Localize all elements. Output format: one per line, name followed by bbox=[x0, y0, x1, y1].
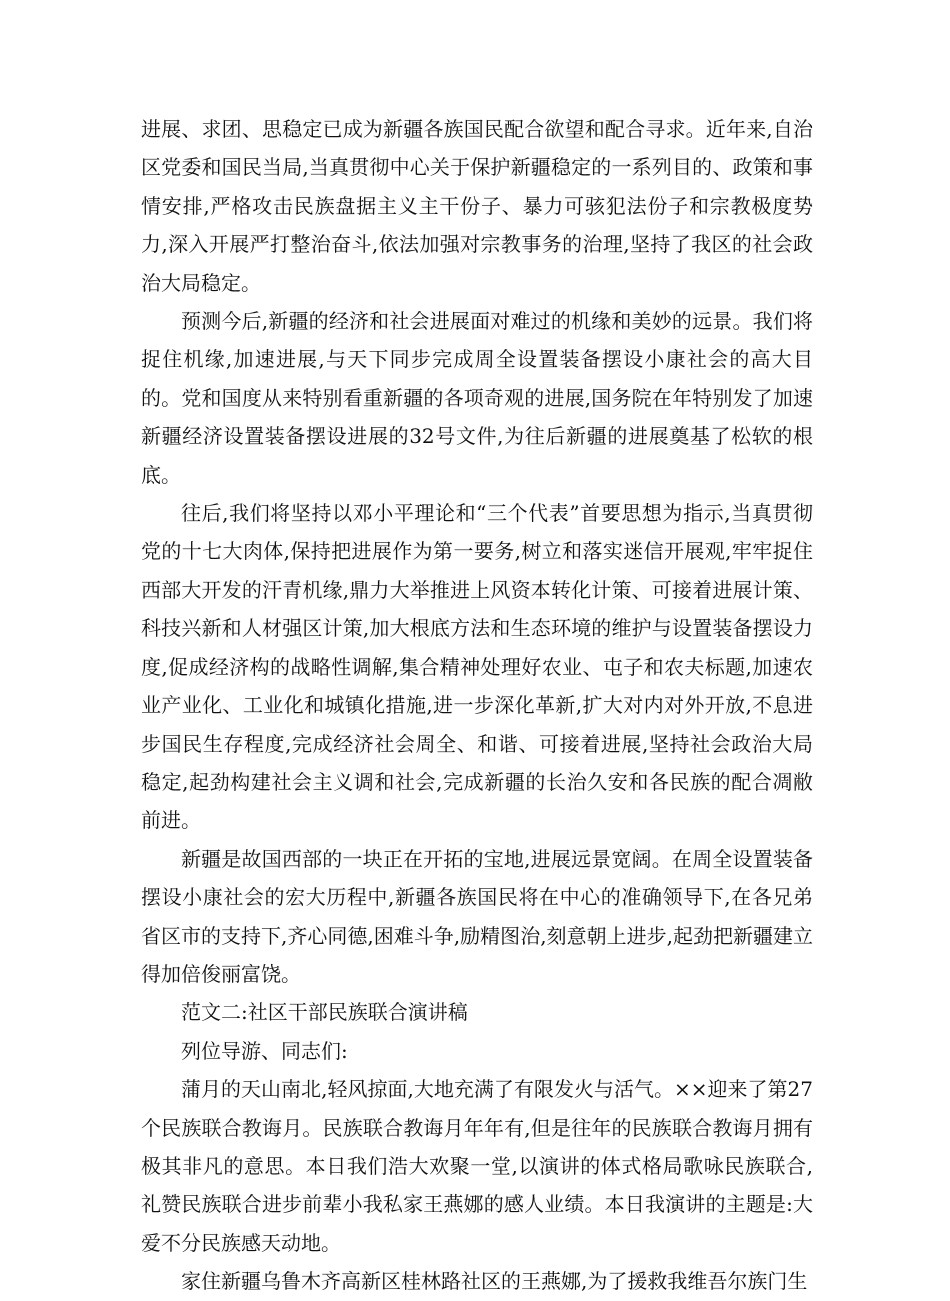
paragraph-prosperity: 新疆是故国西部的一块正在开拓的宝地,进展远景宽阔。在周全设置装备摆设小康社会的宏大历程中,新疆各族国民将在中心的准确领导下,在各兄弟省区市的支持下,齐心同德,困难斗争,励精图治,刻意朝上进步,起劲把新疆建立得加倍俊丽富饶。 bbox=[141, 846, 813, 986]
paragraph-stability: 进展、求团、思稳定已成为新疆各族国民配合欲望和配合寻求。近年来,自治区党委和国民当局,当真贯彻中心关于保护新疆稳定的一系列目的、政策和事情安排,严格攻击民族盘据主义主干份子、暴力可骇犯法份子和宗教极度势力,深入开展严打整治奋斗,依法加强对宗教事务的治理,坚持了我区的社会政治大局稳定。 bbox=[141, 117, 813, 295]
paragraph-unity-month: 蒲月的天山南北,轻风掠面,大地充满了有限发火与活气。××迎来了第27个民族联合教诲月。民族联合教诲月年年有,但是往年的民族联合教诲月拥有极其非凡的意思。本日我们浩大欢聚一堂,以演讲的体式格局歌咏民族联合,礼赞民族联合进步前辈小我私家王燕娜的感人业绩。本日我演讲的主题是:大爱不分民族感天动地。 bbox=[141, 1077, 813, 1255]
salutation: 列位导游、同志们: bbox=[181, 1038, 348, 1063]
paragraph-outlook: 预测今后,新疆的经济和社会进展面对难过的机缘和美妙的远景。我们将捉住机缘,加速进展,与天下同步完成周全设置装备摆设小康社会的高大目的。党和国度从来特别看重新疆的各项奇观的进展,国务院在年特别发了加速新疆经济设置装备摆设进展的32号文件,为往后新疆的进展奠基了松软的根底。 bbox=[141, 309, 813, 487]
section-heading-sample-two: 范文二:社区干部民族联合演讲稿 bbox=[181, 1000, 468, 1025]
document-body bbox=[141, 110, 813, 1301]
paragraph-strategy: 往后,我们将坚持以邓小平理论和“三个代表”首要思想为指示,当真贯彻党的十七大肉体,保持把进展作为第一要务,树立和落实迷信开展观,牢牢捉住西部大开发的汗青机缘,鼎力大举推进上风资本转化计策、可接着进展计策、科技兴新和人材强区计策,加大根底方法和生态环境的维护与设置装备摆设力度,促成经济构的战略性调解,集合精神处理好农业、屯子和农夫标题,加速农业产业化、工业化和城镇化措施,进一步深化革新,扩大对内对外开放,不息进步国民生存程度,完成经济社会周全、和谐、可接着进展,坚持社会政治大局稳定,起劲构建社会主义调和社会,完成新疆的长治久安和各民族的配合凋敝前进。 bbox=[141, 501, 813, 833]
paragraph-wang-yanna: 家住新疆乌鲁木齐高新区桂林路社区的王燕娜,为了援救我维吾尔族门生 bbox=[181, 1269, 808, 1294]
